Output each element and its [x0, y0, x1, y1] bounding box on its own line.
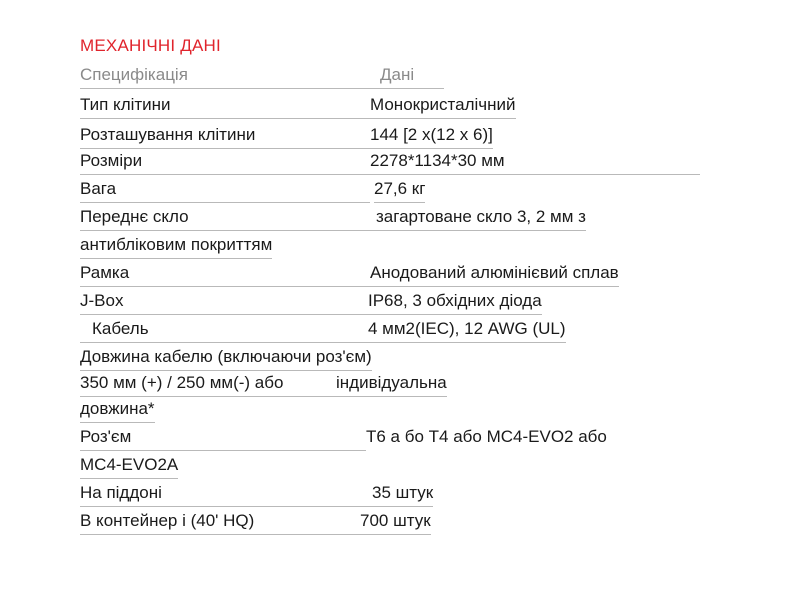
table-row: [0, 124, 800, 150]
table-row: [0, 426, 800, 452]
column-header-spec: Специфікація: [80, 64, 362, 89]
row-value: 4 мм2(IEC), 12 AWG (UL): [368, 318, 566, 343]
row-label: Довжина кабелю (включаючи роз'єм): [80, 346, 372, 371]
table-row: [0, 178, 800, 204]
table-row: [0, 372, 800, 398]
row-value: загартоване скло 3, 2 мм з: [376, 206, 586, 231]
table-header: [0, 64, 800, 90]
row-label: 350 мм (+) / 250 мм(-) або: [80, 372, 336, 397]
row-label: Рамка: [80, 262, 370, 287]
row-label: На піддоні: [80, 482, 372, 507]
row-label: антибліковим покриттям: [80, 234, 272, 259]
row-value: IP68, 3 обхідних діода: [368, 290, 542, 315]
table-row: [0, 318, 800, 344]
table-row: [0, 398, 800, 424]
table-row: [0, 482, 800, 508]
row-label: J-Box: [80, 290, 368, 315]
table-row: [0, 234, 800, 260]
row-value: Т6 а бо Т4 або МС4-EVO2 або: [366, 427, 607, 446]
table-row: [0, 262, 800, 288]
table-row: [0, 150, 800, 176]
table-row: [0, 510, 800, 536]
table-row: [0, 346, 800, 372]
column-header-data: Дані: [362, 64, 444, 89]
row-label: Тип клітини: [80, 94, 370, 119]
row-value: 2278*1134*30 мм: [370, 151, 505, 170]
table-row: [0, 206, 800, 232]
row-label: Роз'єм: [80, 426, 366, 451]
row-label: Кабель: [80, 318, 368, 343]
section-title: МЕХАНІЧНІ ДАНІ: [80, 36, 221, 55]
row-value: Анодований алюмінієвий сплав: [370, 262, 619, 287]
row-label: Переднє скло: [80, 206, 376, 231]
table-row: [0, 290, 800, 316]
row-value: 35 штук: [372, 482, 433, 507]
row-value: індивідуальна: [336, 372, 447, 397]
row-value: 700 штук: [360, 510, 431, 535]
row-label: В контейнер і (40' HQ): [80, 510, 360, 535]
row-label: МС4-EVO2A: [80, 454, 178, 479]
row-label: Розташування клітини: [80, 124, 370, 149]
row-label: Вага: [80, 178, 370, 203]
row-value: 27,6 кг: [374, 178, 425, 203]
table-row: [0, 454, 800, 480]
row-label: Розміри: [80, 150, 700, 175]
row-value: 144 [2 x(12 x 6)]: [370, 124, 493, 149]
row-label: довжина*: [80, 398, 155, 423]
table-row: [0, 94, 800, 120]
row-value: Монокристалічний: [370, 94, 516, 119]
